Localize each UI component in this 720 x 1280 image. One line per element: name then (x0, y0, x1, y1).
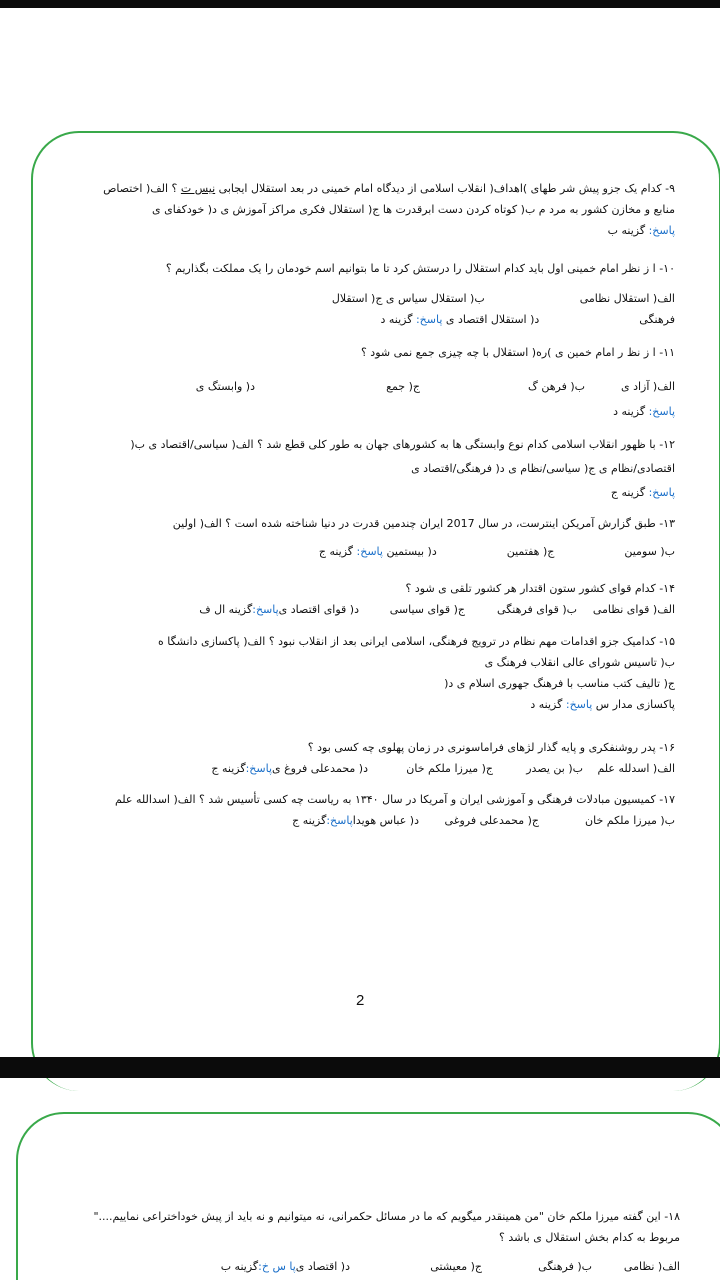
question-17: ۱۷- کمیسیون مبادلات فرهنگی و آموزشی ایران و آمریکا در سال ۱۳۴۰ به ریاست چه کسی تأسیس شد ؟ الف( اسدالله علم ب( میرزا ملکم خان ج( محمدعلی فروغی د( عباس هویداپاسخ:گزینه ج (95, 789, 675, 831)
question-15: ۱۵- کدامیک جزو اقدامات مهم نظام در ترویج فرهنگی، اسلامی ایرانی بعد از انقلاب نبود ؟ الف( پاکسازی دانشگا ه ب( تاسیس شورای عالی انقلاب فرهنگ ی ج( تالیف کتب مناسب با فرهنگ جهوری اسلام ی د( پاکسازی مدار س پاسخ: گزینه د (158, 635, 675, 711)
question-10: ۱۰- ا ز نظر امام خمینی اول باید کدام استقلال را درستش کرد تا ما بتوانیم اسم خودمان را یک مملکت بگذاریم ؟ الف( استقلال نظامیب( استقلال سیاس ی ج( استقلال فرهنگید( استقلال اقتصاد ی پاسخ: گزینه د (165, 262, 675, 326)
question-18: ۱۸- این گفته میرزا ملکم خان "من همینقدر میگویم که ما در مسائل حکمرانی، نه میتوانیم و نه باید از پیش خوداختراعی نماییم...." مربوط به کدام بخش استقلال ی باشد ؟ الف( نظامی ب( فرهنگی ج( معیشتی د( اقتصاد یپا س خ:گزینه ب (80, 1206, 680, 1277)
answer-label: پاسخ: (252, 603, 279, 616)
answer-label: پاسخ: (648, 224, 675, 237)
answer-label: پاسخ: (648, 486, 675, 499)
answer-label: پاسخ: (245, 762, 272, 775)
answer-label: پاسخ: (648, 405, 675, 418)
question-11: ۱۱- ا ز نظ ر امام خمین ی )ره( استقلال با چه چیزی جمع نمی شود ؟ الف( آزاد ی ب( فرهن گ ج( جمع د( وابستگ ی پاسخ: گزینه د (195, 346, 675, 418)
question-16: ۱۶- پدر روشنفکری و پایه گذار لژهای فراماسونری در زمان پهلوی چه کسی بود ؟ الف( اسدلله علم ب( بن یصدر ج( میرزا ملکم خان د( محمدعلی فروغ یپاسخ:گزینه ج (95, 737, 675, 779)
answer-label: پاسخ: (565, 698, 593, 711)
answer-label: پاسخ: (326, 814, 353, 827)
question-9: ۹- کدام یک جزو پیش شر طهای )اهداف( انقلاب اسلامی از دیدگاه امام خمینی در بعد استقلال ایجابی نیس ت ؟ الف( اختصاص منابع و مخازن کشور به مرد م ب( کوتاه کردن دست ابرقدرت ها ج( استقلال فکری مراکز آموزش ی د( خودکفای ی پاسخ: گزینه ب (103, 182, 675, 237)
answer-label: پاسخ: (415, 313, 443, 326)
page-separator-band (0, 1057, 720, 1078)
page-number: 2 (356, 992, 365, 1009)
question-12: ۱۲- با ظهور انقلاب اسلامی کدام نوع وابستگی ها به کشورهای جهان به طور کلی قطع شد ؟ الف( سیاسی/اقتصاد ی ب( اقتصادی/نظام ی ج( سیاسی/نظام ی د( فرهنگی/اقتصاد ی پاسخ: گزینه ج (130, 438, 675, 499)
question-13: ۱۳- طبق گزارش آمریکن اینترست، در سال 2017 ایران چندمین قدرت در دنیا شناخته شده است ؟ الف( اولین ب( سومینج( هفتمیند( بیستمین پاسخ: گزینه ج (172, 517, 675, 558)
answer-value: گزینه ب (607, 224, 649, 237)
question-14: ۱۴- کدام قوای کشور ستون اقتدار هر کشور تلقی ی شود ؟ الف( قوای نظامی ب( قوای فرهنگی ج( قوای سیاسی د( قوای اقتصاد یپاسخ:گزینه ال ف (95, 578, 675, 620)
top-status-bar (0, 0, 720, 8)
answer-label: پا س خ: (258, 1260, 296, 1273)
answer-label: پاسخ: (356, 545, 383, 558)
